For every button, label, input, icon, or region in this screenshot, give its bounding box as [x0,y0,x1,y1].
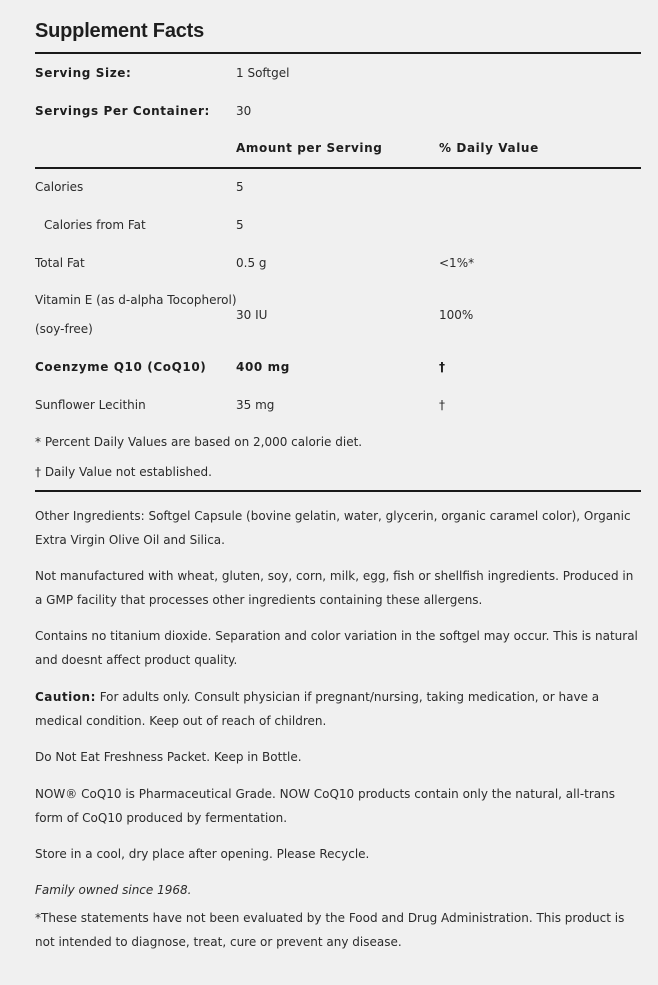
freshness-packet-text: Do Not Eat Freshness Packet. Keep in Bottle. [35,750,302,764]
titanium-dioxide-text: Contains no titanium dioxide. Separation and color variation in the softgel may occur. This is natural and doesnt affect product quality. [35,629,638,667]
servings-per-container-label: Servings Per Container: [35,104,210,118]
nutrient-amount: 30 IU [236,308,268,322]
nutrient-daily-value: 100% [439,308,474,322]
servings-per-container-value: 30 [236,104,252,118]
family-owned-text: Family owned since 1968. [35,883,192,897]
nutrient-amount: 0.5 g [236,256,267,270]
serving-size-label: Serving Size: [35,66,132,80]
nutrient-amount: 5 [236,180,244,194]
header-divider [35,52,641,54]
daily-value-header: % Daily Value [439,141,539,155]
nutrient-daily-value: † [439,360,446,374]
facts-bottom-divider [35,490,641,492]
nutrient-daily-value: † [439,398,445,412]
nutrient-daily-value: <1%* [439,256,475,270]
nutrient-name-line1: Vitamin E (as d-alpha Tocopherol) [35,293,237,307]
nutrient-name: Calories from Fat [44,218,146,232]
pharmaceutical-grade-text: NOW® CoQ10 is Pharmaceutical Grade. NOW CoQ10 products contain only the natural, all-trans form of CoQ10 produced by fermentation. [35,787,616,825]
page-title: Supplement Facts [35,20,205,42]
fda-disclaimer-text: *These statements have not been evaluated by the Food and Drug Administration. This product is not intended to diagnose, treat, cure or prevent any disease. [35,911,625,949]
footnote-dagger: † Daily Value not established. [35,465,212,479]
nutrient-amount: 400 mg [236,360,290,374]
allergen-text: Not manufactured with wheat, gluten, soy, corn, milk, egg, fish or shellfish ingredients. Produced in a GMP facility that processes other ingredients containing these allergens. [35,569,634,607]
caution-label: Caution: [35,690,96,704]
nutrient-name: Total Fat [35,256,85,270]
serving-size-value: 1 Softgel [236,66,290,80]
nutrient-amount: 5 [236,218,244,232]
nutrient-name: Sunflower Lecithin [35,398,146,412]
storage-text: Store in a cool, dry place after opening. Please Recycle. [35,847,370,861]
caution-body: For adults only. Consult physician if pregnant/nursing, taking medication, or have a medical condition. Keep out of reach of children. [35,690,600,728]
nutrient-name: Calories [35,180,84,194]
amount-per-serving-header: Amount per Serving [236,141,383,155]
footnote-percent: * Percent Daily Values are based on 2,000 calorie diet. [35,435,363,449]
caution-text [35,685,641,733]
column-header-divider [35,167,641,169]
nutrient-name: Coenzyme Q10 (CoQ10) [35,360,207,374]
other-ingredients-text: Other Ingredients: Softgel Capsule (bovine gelatin, water, glycerin, organic caramel color), Organic Extra Virgin Olive Oil and Silica. [35,509,631,547]
nutrient-name-line2: (soy-free) [35,322,93,336]
nutrient-amount: 35 mg [236,398,275,412]
